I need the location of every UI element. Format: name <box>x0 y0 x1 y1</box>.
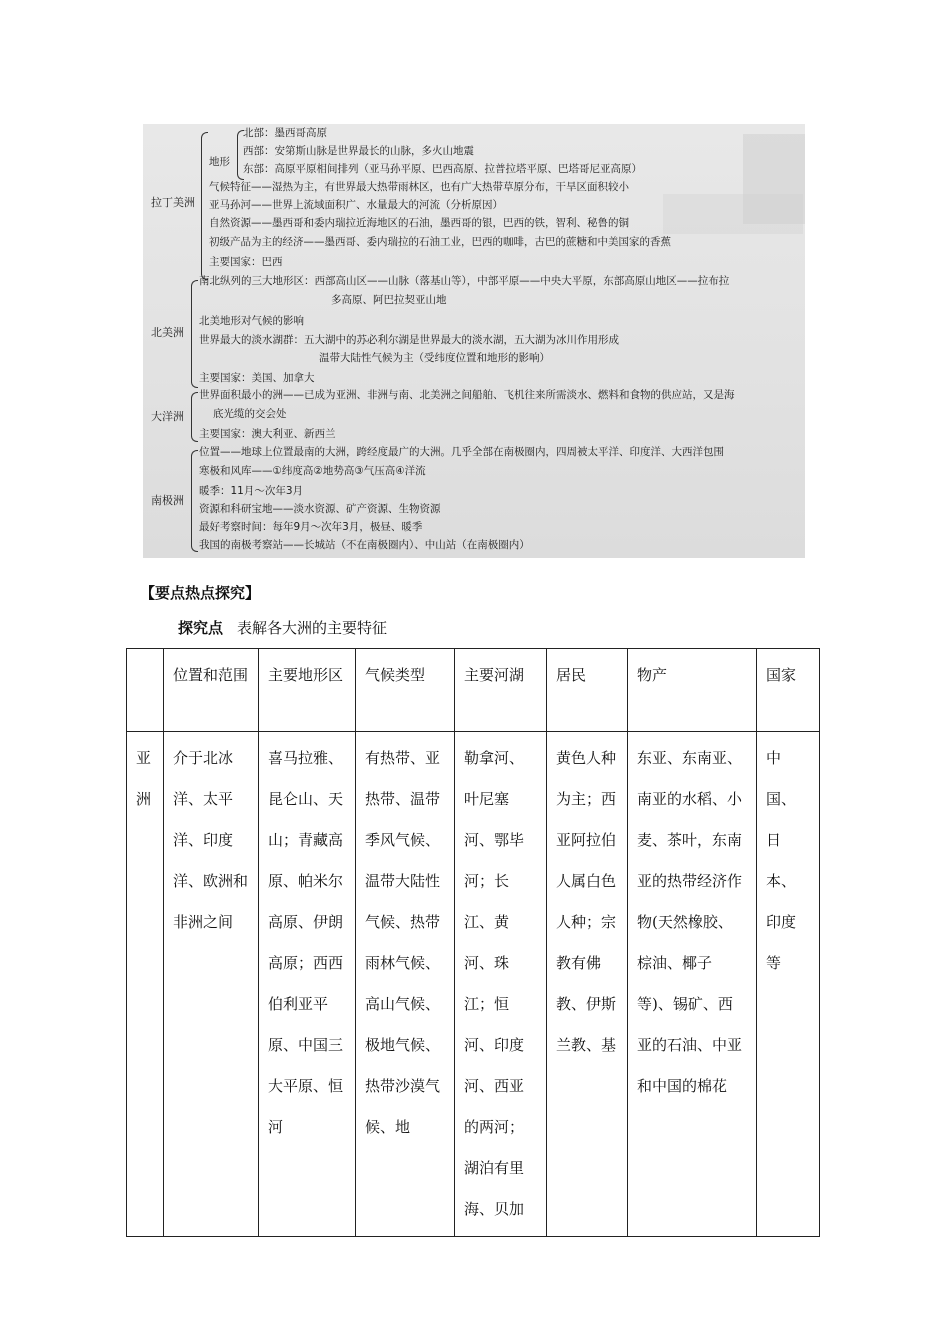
outline-line: 西部：安第斯山脉是世界最长的山脉，多火山地震 <box>243 145 474 157</box>
outline-line: 世界面积最小的洲——已成为亚洲、非洲与南、北美洲之间船舶、飞机往来所需淡水、燃料和食物的供应站，又是海 <box>199 389 735 401</box>
table-header-cell: 国家 <box>757 649 820 732</box>
table-cell-location: 介于北冰洋、太平洋、印度洋、欧洲和非洲之间 <box>164 732 259 1237</box>
section-title: 【要点热点探究】 <box>140 584 261 602</box>
brace <box>191 280 198 388</box>
brace <box>191 450 198 552</box>
outline-line: 主要国家：巴西 <box>209 256 283 268</box>
outline-line: 主要国家：澳大利亚、新西兰 <box>199 428 336 440</box>
table-row <box>127 732 820 1237</box>
outline-line: 寒极和风库——①纬度高②地势高③气压高④洋流 <box>199 465 426 477</box>
outline-line: 自然资源——墨西哥和委内瑞拉近海地区的石油，墨西哥的银，巴西的铁，智利、秘鲁的铜 <box>209 217 629 229</box>
table-cell-terrain: 喜马拉雅、昆仑山、天山；青藏高原、帕米尔高原、伊朗高原；西西伯利亚平原、中国三大平原、恒河 <box>259 732 356 1237</box>
table-cell-products: 东亚、东南亚、南亚的水稻、小麦、茶叶，东南亚的热带经济作物(天然橡胶、棕油、椰子等)、锡矿、西亚的石油、中亚和中国的棉花 <box>628 732 757 1237</box>
outline-line: 底光缆的交会处 <box>213 408 287 420</box>
outline-line: 北部：墨西哥高原 <box>243 127 327 139</box>
table-header-cell: 主要河湖 <box>455 649 547 732</box>
explore-point <box>178 617 387 638</box>
outline-line: 北美地形对气候的影响 <box>199 315 304 327</box>
explore-label: 探究点 <box>178 619 224 637</box>
table-cell-countries: 中国、日本、印度等 <box>757 732 820 1237</box>
outline-line: 南北纵列的三大地形区：西部高山区——山脉（落基山等），中部平原——中央大平原，东部高原山地区——拉布拉 <box>199 275 730 287</box>
outline-line: 世界最大的淡水湖群：五大湖中的苏必利尔湖是世界最大的淡水湖，五大湖为冰川作用形成 <box>199 334 619 346</box>
terrain-label: 地形 <box>209 156 230 168</box>
outline-line: 亚马孙河——世界上流域面积广、水量最大的河流（分析原因） <box>209 199 503 211</box>
brace <box>201 132 208 280</box>
continent-outline-figure <box>143 124 805 558</box>
table-header-cell: 主要地形区 <box>259 649 356 732</box>
continent-label-antarctica: 南极洲 <box>151 494 184 507</box>
scan-shadow <box>663 194 803 234</box>
outline-line: 气候特征——湿热为主，有世界最大热带雨林区，也有广大热带草原分布，干旱区面积较小 <box>209 181 629 193</box>
table-cell-rivers: 勒拿河、叶尼塞河、鄂毕河；长江、黄河、珠江；恒河、印度河、西亚的两河；湖泊有里海、贝加 <box>455 732 547 1237</box>
continent-label-north-america: 北美洲 <box>151 326 184 339</box>
outline-line: 最好考察时间：每年9月～次年3月，极昼、暖季 <box>199 521 423 533</box>
outline-line: 多高原、阿巴拉契亚山地 <box>331 294 447 306</box>
table-header-cell <box>127 649 164 732</box>
outline-line: 东部：高原平原相间排列（亚马孙平原、巴西高原、拉普拉塔平原、巴塔哥尼亚高原） <box>243 163 642 175</box>
outline-line: 主要国家：美国、加拿大 <box>199 372 315 384</box>
table-cell-climate: 有热带、亚热带、温带季风气候、温带大陆性气候、热带雨林气候、高山气候、极地气候、热带沙漠气候、地 <box>356 732 455 1237</box>
continent-features-table <box>126 648 820 1237</box>
outline-line: 我国的南极考察站——长城站（不在南极圈内）、中山站（在南极圈内） <box>199 539 530 551</box>
outline-line: 温带大陆性气候为主（受纬度位置和地形的影响） <box>319 352 550 364</box>
outline-line: 初级产品为主的经济——墨西哥、委内瑞拉的石油工业，巴西的咖啡，古巴的蔗糖和中美国家的香蕉 <box>209 236 671 248</box>
explore-text: 表解各大洲的主要特征 <box>237 619 388 637</box>
table-cell-continent: 亚洲 <box>127 732 164 1237</box>
table-header-cell: 居民 <box>547 649 628 732</box>
outline-line: 暖季：11月～次年3月 <box>199 485 304 497</box>
outline-line: 资源和科研宝地——淡水资源、矿产资源、生物资源 <box>199 503 441 515</box>
brace <box>191 392 198 442</box>
table-cell-residents: 黄色人种为主；西亚阿拉伯人属白色人种；宗教有佛教、伊斯兰教、基 <box>547 732 628 1237</box>
table-header-cell: 物产 <box>628 649 757 732</box>
continent-label-latin-america: 拉丁美洲 <box>151 196 195 209</box>
table-header-cell: 位置和范围 <box>164 649 259 732</box>
continent-label-oceania: 大洋洲 <box>151 410 184 423</box>
outline-line: 位置——地球上位置最南的大洲，跨经度最广的大洲。几乎全部在南极圈内，四周被太平洋、印度洋、大西洋包围 <box>199 446 724 458</box>
table-header-cell: 气候类型 <box>356 649 455 732</box>
table-header-row <box>127 649 820 732</box>
